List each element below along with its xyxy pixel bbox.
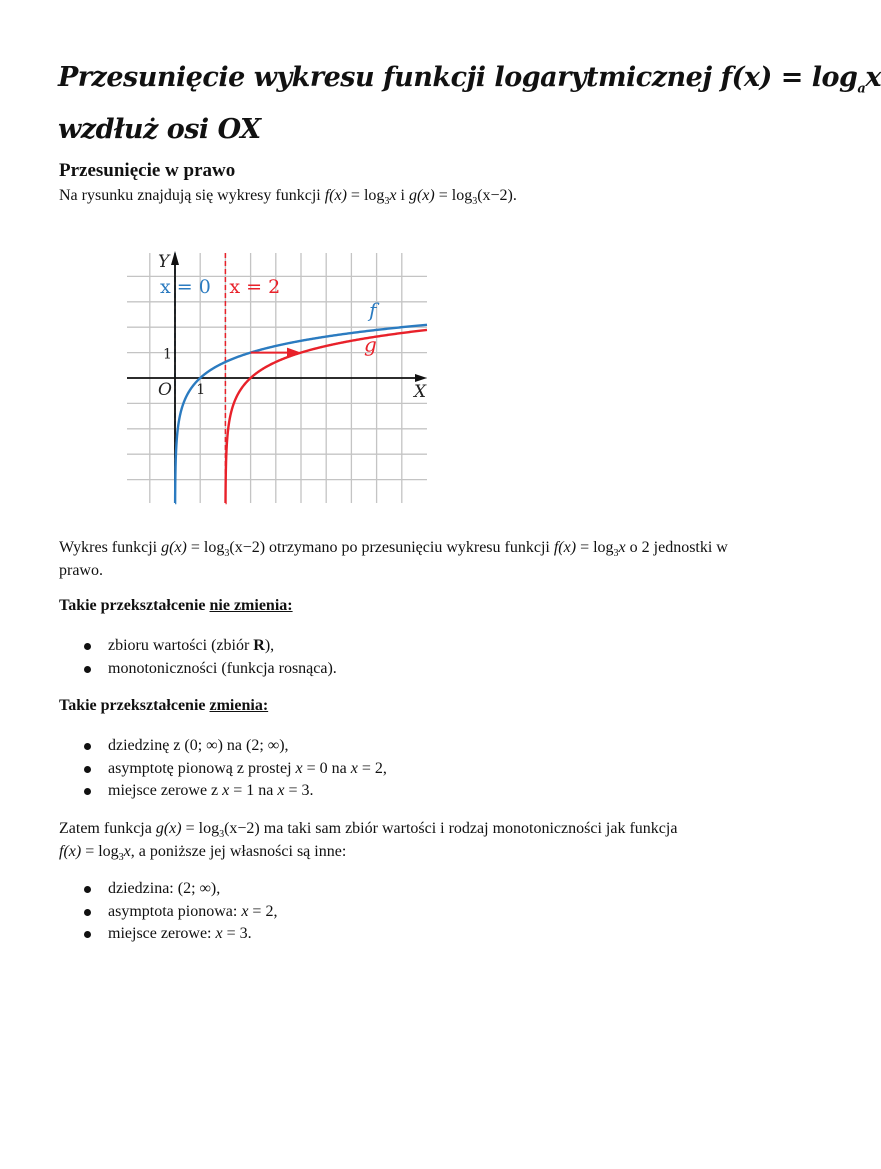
list-item (0, 758, 387, 781)
text: o 2 jednostki w (625, 539, 728, 556)
list-item (0, 923, 277, 946)
math-sub: 3 (118, 852, 124, 864)
title-log-base: a (857, 81, 866, 97)
y-tick-label: 1 (163, 346, 172, 363)
x-tick-label: 1 (196, 382, 206, 398)
math: x (295, 759, 303, 777)
math-sub: 3 (613, 548, 619, 560)
asymptote-label-f: x = 0 (160, 276, 211, 298)
text: = 1 na (229, 782, 278, 799)
underlined-text: zmienia: (209, 697, 269, 714)
text: = 2, (248, 902, 278, 920)
text: Na rysunku znajdują się wykresy funkcji (59, 187, 325, 204)
summary-paragraph-line2 (59, 841, 346, 869)
summary-list (0, 878, 277, 946)
text: otrzymano po przesunięciu wykresu funkcji (265, 539, 554, 556)
text: = 3. (284, 782, 314, 799)
math: g(x) (161, 539, 187, 556)
bullet-icon (84, 643, 91, 650)
origin-label: O (158, 380, 172, 400)
change-list (0, 735, 387, 803)
math-sub: 3 (224, 548, 230, 560)
explanation-paragraph-line2: prawo. (59, 562, 103, 579)
y-axis-label: Y (158, 252, 170, 272)
bold-text: R (253, 637, 265, 654)
math: g(x) (155, 820, 182, 837)
text: Takie przekształcenie (59, 597, 210, 614)
math: = log (346, 187, 385, 204)
text: dziedzina: (2; ∞), (108, 880, 221, 897)
math: (x−2) (229, 539, 266, 556)
math: x (222, 782, 230, 799)
text: Zatem funkcja (59, 820, 156, 837)
list-item (0, 878, 277, 901)
bullet-icon (84, 788, 91, 795)
text: zbioru wartości (zbiór (108, 637, 254, 654)
text: Wykres funkcji (59, 539, 162, 556)
math-sub: 3 (219, 829, 225, 841)
bullet-icon (84, 666, 91, 673)
math: (x−2). (477, 187, 517, 204)
title-log-arg: x (865, 62, 881, 93)
math: g(x) (408, 187, 435, 204)
text: monotoniczności (funkcja rosnąca). (108, 659, 337, 677)
math: f(x) (59, 843, 82, 860)
math: x (241, 902, 249, 920)
series-label-g: g (364, 332, 377, 357)
math: x (350, 759, 358, 777)
bullet-icon (84, 909, 91, 916)
text: asymptotę pionową z prostej (108, 759, 296, 777)
text: miejsce zerowe z (108, 782, 223, 799)
text: , a poniższe jej własności są inne: (130, 843, 347, 860)
page-title-line2: wzdłuż osi OX (58, 114, 261, 145)
function-graph (0, 0, 828, 520)
math: = log (186, 539, 225, 556)
title-text: Przesunięcie wykresu funkcji logarytmicznej f(x) = log (58, 62, 858, 93)
list-item (0, 735, 387, 758)
explanation-paragraph (59, 537, 728, 565)
text: ), (264, 637, 275, 654)
bullet-icon (84, 743, 91, 750)
heading-change (59, 697, 268, 715)
text: dziedzinę z (0; ∞) na (2; ∞), (108, 737, 289, 754)
math: (x−2) (224, 820, 260, 837)
y-axis-arrow-icon (171, 251, 179, 265)
math: x (618, 539, 626, 556)
math: = log (576, 539, 614, 556)
text: i (396, 187, 409, 204)
math: f(x) (324, 187, 347, 204)
text: = 0 na (302, 759, 351, 777)
heading-no-change (59, 597, 293, 615)
math: = log (81, 843, 119, 860)
section-heading: Przesunięcie w prawo (59, 160, 236, 181)
list-item (0, 658, 337, 681)
math: x (123, 843, 131, 860)
text: = 3. (222, 925, 252, 942)
asymptote-label-g: x = 2 (229, 276, 281, 298)
text: Takie przekształcenie (59, 697, 210, 714)
list-item (0, 901, 277, 924)
math: = log (181, 820, 220, 837)
math: = log (434, 187, 473, 204)
text: asymptota pionowa: (108, 902, 242, 920)
math: f(x) (553, 539, 577, 556)
underlined-text: nie zmienia: (209, 597, 293, 614)
math-sub: 3 (384, 196, 390, 208)
x-axis-label: X (414, 382, 427, 402)
x-axis-arrow-icon (415, 374, 427, 382)
list-item (0, 780, 387, 803)
bullet-icon (84, 766, 91, 773)
no-change-list (0, 635, 337, 680)
text: = 2, (357, 759, 387, 777)
math: x (389, 187, 397, 204)
math: x (215, 925, 223, 942)
bullet-icon (84, 931, 91, 938)
math: x (277, 782, 285, 799)
text: miejsce zerowe: (108, 925, 216, 942)
bullet-icon (84, 886, 91, 893)
series-label-f: f (369, 298, 377, 323)
math-sub: 3 (472, 196, 478, 208)
list-item (0, 635, 337, 658)
text: ma taki sam zbiór wartości i rodzaj monotoniczności jak funkcja (259, 820, 678, 837)
